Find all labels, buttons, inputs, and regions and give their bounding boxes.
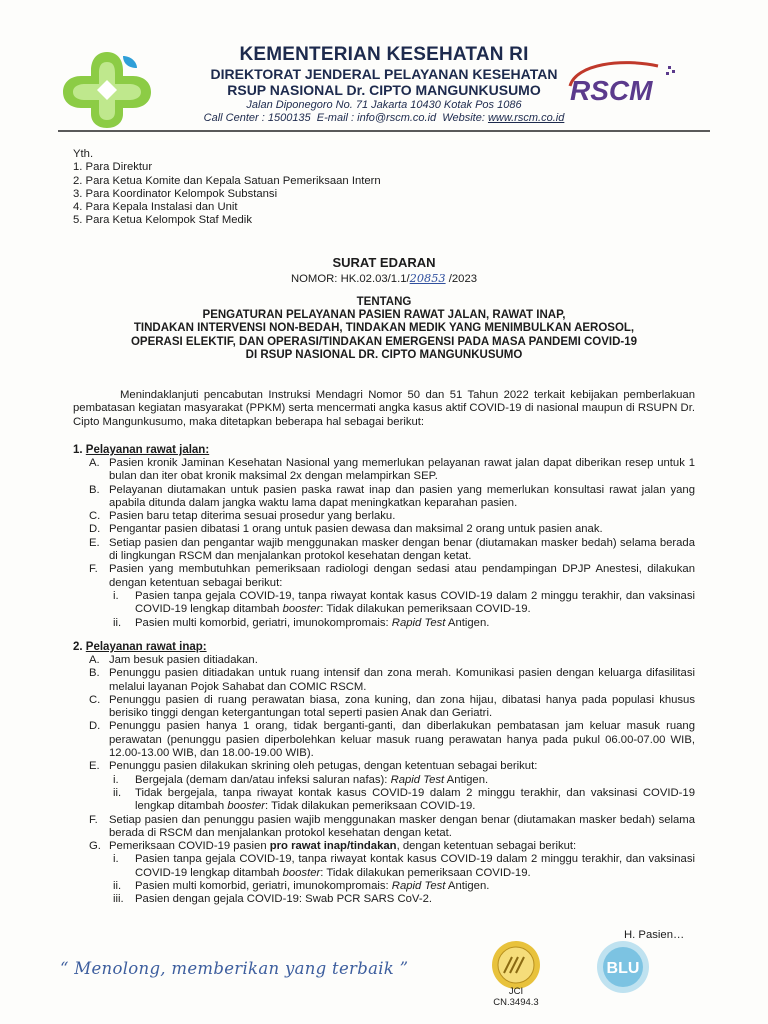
list-subitem: ii. Pasien multi komorbid, geriatri, imunokompromais: Rapid Test Antigen. [113, 880, 490, 893]
directorate-name: DIREKTORAT JENDERAL PELAYANAN KESEHATAN [210, 66, 558, 82]
list-item: G. Pemeriksaan COVID-19 pasien pro rawat inap/tindakan, dengan ketentuan sebagai berikut: [89, 840, 577, 853]
about-line: OPERASI ELEKTIF, DAN OPERASI/TINDAKAN EMERGENSI PADA MASA PANDEMI COVID-19 [130, 335, 638, 348]
blu-logo-icon [592, 939, 654, 995]
section2-list [89, 654, 695, 907]
recipient-item: 4. Para Kepala Instalasi dan Unit [73, 201, 238, 214]
section-number: 2. [73, 641, 83, 653]
list-item: B. Penunggu pasien ditiadakan untuk ruang intensif dan zona merah. Komunikasi pasien dengan keluarga difasilitasi melalui layanan Pojok Sahabat dan COMIC RSCM. [89, 667, 695, 693]
circular-number [0, 272, 768, 286]
list-item: F. Pasien yang membutuhkan pemeriksaan radiologi dengan sedasi atau pendampingan DPJP Anestesi, dilakukan dengan ketentuan sebagai berikut: [89, 563, 695, 589]
website-link[interactable]: www.rscm.co.id [487, 112, 565, 124]
about-line: TINDAKAN INTERVENSI NON-BEDAH, TINDAKAN MEDIK YANG MENIMBULKAN AEROSOL, [133, 322, 635, 335]
number-prefix: NOMOR: HK.02.03/1.1/ [290, 273, 410, 285]
email-label: E-mail : [316, 112, 355, 124]
section1-list [89, 457, 695, 630]
website-label: Website: [442, 112, 485, 124]
hospital-address: Jalan Diponegoro No. 71 Jakarta 10430 Kotak Pos 1086 [246, 99, 522, 111]
list-subitem: i. Pasien tanpa gejala COVID-19, tanpa riwayat kontak kasus COVID-19 dalam 2 minggu terakhir, dan vaksinasi COVID-19 lengkap ditambah booster: Tidak dilakukan pemeriksaan COVID-19. [113, 589, 695, 616]
list-subitem: iii. Pasien dengan gejala COVID-19: Swab PCR SARS CoV-2. [113, 893, 433, 906]
handwritten-number: 20853 [409, 272, 446, 285]
call-center-label: Call Center : [203, 112, 265, 124]
list-item: D. Penunggu pasien hanya 1 orang, tidak berganti-ganti, dan diberlakukan pembatasan jam keluar masuk ruang perawatan (penunggu pasien diperbolehkan keluar masuk ruang perawatan hanya pada pukul 06.00-07.00 WIB, 12.00-13.00 WIB, dan 18.00-19.00 WIB). [89, 720, 695, 760]
list-item: B. Pelayanan diutamakan untuk pasien paska rawat inap dan pasien yang memerlukan konsultasi rawat jalan yang apabila ditunda dalam jangka waktu lama dapat meningkatkan keparahan pasien. [89, 483, 695, 509]
continuation-marker: H. Pasien… [624, 929, 685, 941]
recipient-block [73, 148, 381, 228]
list-subitem: i. Bergejala (demam dan/atau infeksi saluran nafas): Rapid Test Antigen. [113, 773, 489, 786]
recipient-item: 2. Para Ketua Komite dan Kepala Satuan Pemeriksaan Intern [73, 174, 381, 187]
list-item: A. Pasien kronik Jaminan Kesehatan Nasional yang memerlukan pelayanan rawat jalan dapat diberikan resep untuk 1 bulan dan iter obat kronik maksimal 2x dengan melampirkan SEP. [89, 457, 695, 483]
section-title: Pelayanan rawat jalan: [85, 444, 210, 456]
about-line: PENGATURAN PELAYANAN PASIEN RAWAT JALAN, RAWAT INAP, [202, 309, 566, 321]
hospital-slogan: “ Menolong, memberikan yang terbaik ” [60, 959, 409, 978]
list-item: D. Pengantar pasien dibatasi 1 orang untuk pasien dewasa dan maksimal 2 orang untuk pasien anak. [89, 523, 603, 536]
hospital-name: RSUP NASIONAL Dr. CIPTO MANGUNKUSUMO [227, 82, 541, 98]
circular-title: SURAT EDARAN [332, 255, 436, 270]
section-title: Pelayanan rawat inap: [85, 641, 207, 653]
blu-logo-text: BLU [606, 960, 640, 977]
email-link[interactable]: info@rscm.co.id [357, 112, 437, 124]
list-item: E. Penunggu pasien dilakukan skrining oleh petugas, dengan ketentuan sebagai berikut: [89, 760, 538, 773]
contact-line [0, 112, 768, 124]
ministry-title: KEMENTERIAN KESEHATAN RI [239, 44, 529, 65]
list-item: A. Jam besuk pasien ditiadakan. [89, 654, 258, 666]
recipient-item: 1. Para Direktur [73, 161, 153, 174]
section-heading [73, 641, 207, 653]
section-heading [73, 444, 209, 456]
list-item: C. Penunggu pasien di ruang perawatan biasa, zona kuning, dan zona hijau, dibatasi hanya pada populasi khusus berisiko tinggi dengan ketergantungan total seperti pasien Anak dan Geriatri. [89, 693, 695, 720]
intro-paragraph: Menindaklanjuti pencabutan Instruksi Mendagri Nomor 50 dan 51 Tahun 2022 terkait kebijakan pemberlakuan pembatasan kegiatan masyarakat (PPKM) serta mencermati angka kasus aktif COVID-19 di nasional maupun di RSUPN Dr. Cipto Mangunkusumo, maka ditetapkan beberapa hal sebagai berikut: [73, 389, 695, 428]
recipient-item: 3. Para Koordinator Kelompok Substansi [73, 187, 278, 200]
number-suffix: /2023 [448, 273, 478, 285]
list-subitem: i. Pasien tanpa gejala COVID-19, tanpa riwayat kontak kasus COVID-19 dalam 2 minggu terakhir, dan vaksinasi COVID-19 lengkap ditambah booster: Tidak dilakukan pemeriksaan COVID-19. [113, 853, 695, 879]
list-item: F. Setiap pasien dan penunggu pasien wajib menggunakan masker dengan benar (diutamakan masker bedah) selama berada di RSCM dan menjalankan protokol kesehatan dengan ketat. [89, 813, 695, 839]
jci-accreditation [490, 986, 542, 1008]
about-label: TENTANG [356, 296, 412, 308]
list-item: C. Pasien baru tetap diterima sesuai prosedur yang berlaku. [89, 510, 396, 523]
section-number: 1. [73, 444, 83, 456]
call-center-number: 1500135 [267, 112, 311, 124]
letterhead-divider [58, 130, 710, 132]
about-title [0, 309, 768, 362]
jci-seal-icon [490, 939, 542, 991]
list-item: E. Setiap pasien dan pengantar wajib menggunakan masker dengan benar (diutamakan masker bedah) selama berada di lingkungan RSCM dan menjalankan protokol kesehatan dengan ketat. [89, 536, 695, 563]
rscm-logo-text: RSCM [570, 75, 653, 106]
list-subitem: ii. Pasien multi komorbid, geriatri, imunokompromais: Rapid Test Antigen. [113, 616, 490, 629]
jci-code: CN.3494.3 [493, 997, 539, 1008]
rscm-logo-icon [562, 56, 682, 112]
salutation: Yth. [73, 148, 94, 160]
recipient-item: 5. Para Ketua Kelompok Staf Medik [73, 214, 252, 227]
list-subitem: ii. Tidak bergejala, tanpa riwayat kontak kasus COVID-19 dalam 2 minggu terakhir, dan vaksinasi COVID-19 lengkap ditambah booster: Tidak dilakukan pemeriksaan COVID-19. [113, 786, 695, 813]
jci-label: JCI [508, 986, 524, 997]
about-line: DI RSUP NASIONAL DR. CIPTO MANGUNKUSUMO [245, 348, 523, 361]
